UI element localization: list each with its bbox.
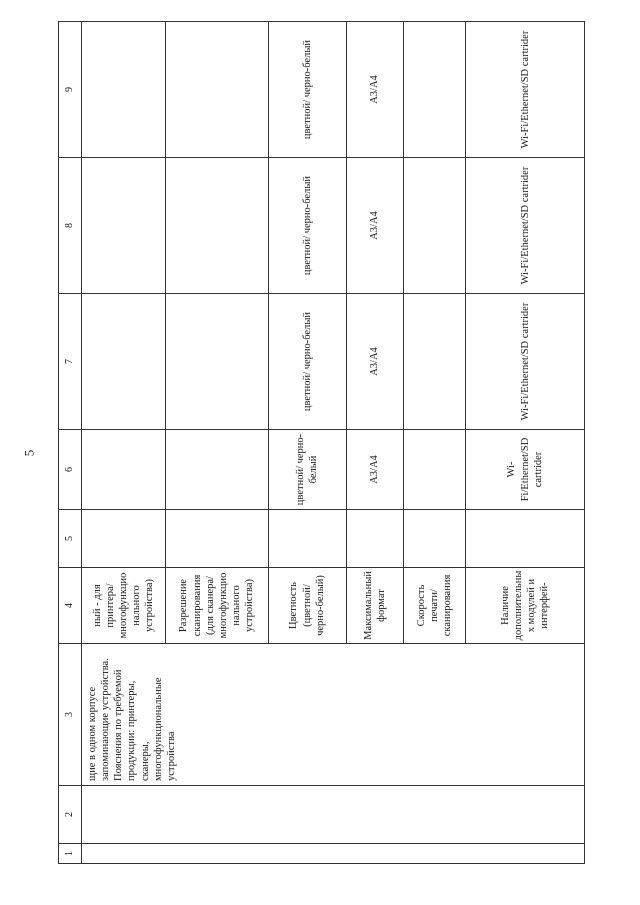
cell-value-8: A3/A4 [346, 158, 404, 294]
column-header-3: 3 [59, 644, 82, 786]
cell-unit [466, 510, 585, 568]
header-row [59, 22, 82, 864]
column-header-2: 2 [59, 786, 82, 844]
cell-unit [82, 510, 166, 568]
cell-value-8: цветной/ черно-белый [268, 158, 346, 294]
cell-value-6 [166, 430, 268, 510]
cell-value-9: A3/A4 [346, 22, 404, 158]
cell-unit [268, 510, 346, 568]
cell-product-description: щие в одном корпусе запоминающие устройства. Пояснения по требуемой продукции: принтеры, сканеры, многофункциональные устройства [82, 644, 585, 786]
cell-value-6: цветной/ черно-белый [268, 430, 346, 510]
cell-value-6: A3/A4 [346, 430, 404, 510]
cell-characteristic: Цветность (цветной/черно-белый) [268, 568, 346, 644]
column-header-9: 9 [59, 22, 82, 158]
specification-table [58, 21, 585, 864]
cell-value-8 [82, 158, 166, 294]
column-header-5: 5 [59, 510, 82, 568]
cell-value-8: Wi-Fi/Ethernet/SD cartrider [466, 158, 585, 294]
cell-value-7 [82, 294, 166, 430]
cell-value-7: Wi-Fi/Ethernet/SD cartrider [466, 294, 585, 430]
column-header-7: 7 [59, 294, 82, 430]
column-header-6: 6 [59, 430, 82, 510]
cell-unit [166, 510, 268, 568]
cell-value-6: Wi-Fi/Ethernet/SD cartrider [466, 430, 585, 510]
cell-characteristic: Разрешение сканирования (для сканера/ многофункционального устройства) [166, 568, 268, 644]
cell-value-7: цветной/ черно-белый [268, 294, 346, 430]
cell-value-8 [166, 158, 268, 294]
column-header-8: 8 [59, 158, 82, 294]
cell-characteristic: Максимальный формат [346, 568, 404, 644]
cell-col2 [82, 786, 585, 844]
cell-characteristic: Скорость печати/ сканирования [404, 568, 466, 644]
cell-value-9: цветной/ черно-белый [268, 22, 346, 158]
cell-characteristic: Наличие дополнительных модулей и интерфей- [466, 568, 585, 644]
cell-value-7: A3/A4 [346, 294, 404, 430]
cell-value-6 [82, 430, 166, 510]
cell-unit [346, 510, 404, 568]
cell-value-7 [166, 294, 268, 430]
rotated-table-container [58, 22, 585, 864]
cell-col1 [82, 844, 585, 864]
table-row [82, 22, 166, 864]
cell-value-8 [404, 158, 466, 294]
cell-unit [404, 510, 466, 568]
cell-characteristic: ный - для принтера/многофункционального устройства) [82, 568, 166, 644]
cell-value-7 [404, 294, 466, 430]
cell-value-9: Wi-Fi/Ethernet/SD cartrider [466, 22, 585, 158]
cell-value-9 [404, 22, 466, 158]
cell-value-6 [404, 430, 466, 510]
cell-value-9 [166, 22, 268, 158]
page-number: 5 [21, 449, 37, 457]
column-header-1: 1 [59, 844, 82, 864]
column-header-4: 4 [59, 568, 82, 644]
cell-value-9 [82, 22, 166, 158]
